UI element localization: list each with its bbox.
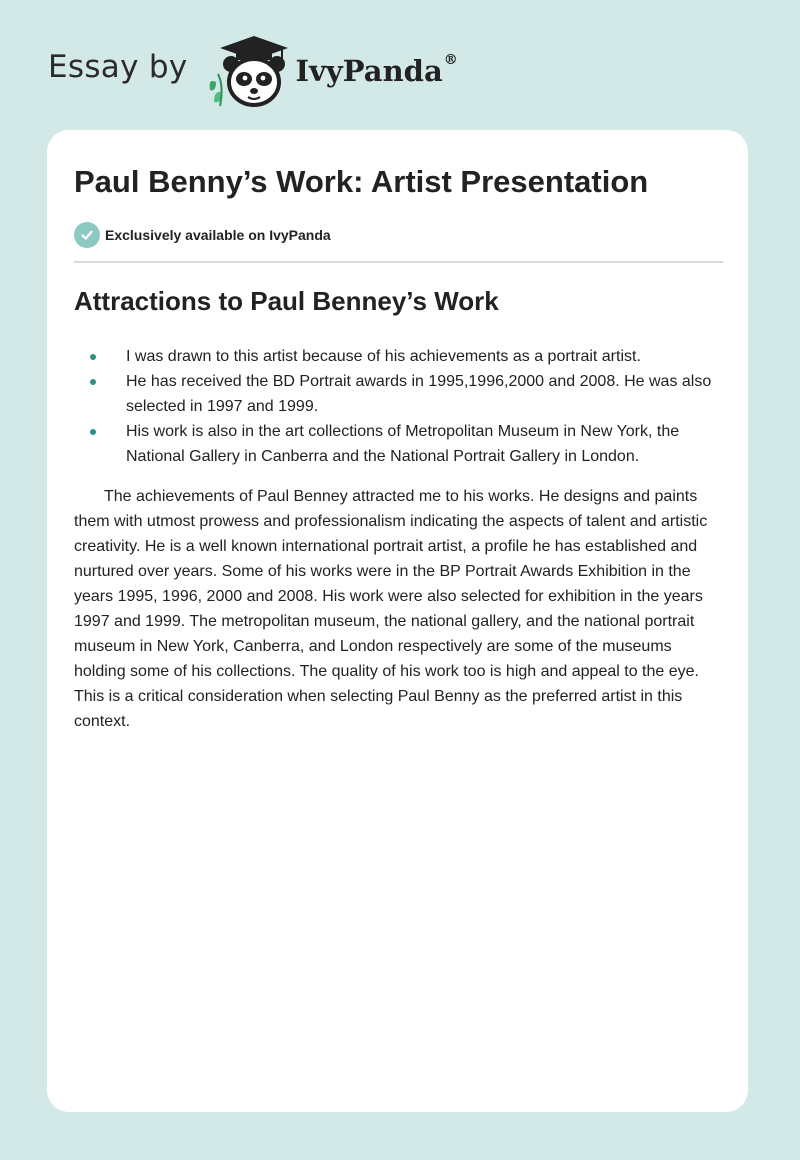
ivypanda-logo-icon[interactable]	[202, 34, 294, 110]
document-card	[47, 130, 748, 1112]
bullet-icon	[90, 354, 96, 360]
list-item-text: His work is also in the art collections of Metropolitan Museum in New York, the National Gallery in Canberra and the National Portrait Gallery in London.	[126, 423, 680, 465]
body-paragraph: The achievements of Paul Benney attracted me to his works. He designs and paints them with utmost prowess and professionalism indicating the aspects of talent and artistic creativity. He is a well known international portrait artist, a profile he has established and nurtured over years. Some of his works were in the BP Portrait Awards Exhibition in the years 1995, 1996, 2000 and 2008. His work were also selected for exhibition in the years 1997 and 1999. The metropolitan museum, the national gallery, and the national portrait museum in New York, Canberra, and London respectively are some of the museums holding some of his collections. The quality of his work too is high and appeal to the eye. This is a critical consideration when selecting Paul Benny as the preferred artist in this context.	[74, 488, 708, 730]
list-item-text: I was drawn to this artist because of his achievements as a portrait artist.	[126, 348, 641, 365]
exclusive-label: Exclusively available on IvyPanda	[105, 227, 331, 243]
exclusive-badge	[74, 222, 331, 248]
section-heading: Attractions to Paul Benney’s Work	[74, 286, 499, 316]
list-item-text: He has received the BD Portrait awards in 1995,1996,2000 and 2008. He was also selected in 1997 and 1999.	[126, 373, 712, 415]
site-header	[48, 34, 458, 110]
list-item	[74, 419, 714, 469]
essay-by-label: Essay by	[48, 49, 188, 85]
page-title: Paul Benny’s Work: Artist Presentation	[74, 164, 649, 199]
trademark-symbol: ®	[443, 52, 458, 69]
check-icon	[74, 222, 100, 248]
bullet-icon	[90, 429, 96, 435]
divider	[74, 261, 723, 263]
brand-name[interactable]: IvyPanda®	[295, 52, 458, 88]
bullet-list	[74, 344, 714, 469]
list-item	[74, 369, 714, 419]
bullet-icon	[90, 379, 96, 385]
list-item	[74, 344, 714, 369]
